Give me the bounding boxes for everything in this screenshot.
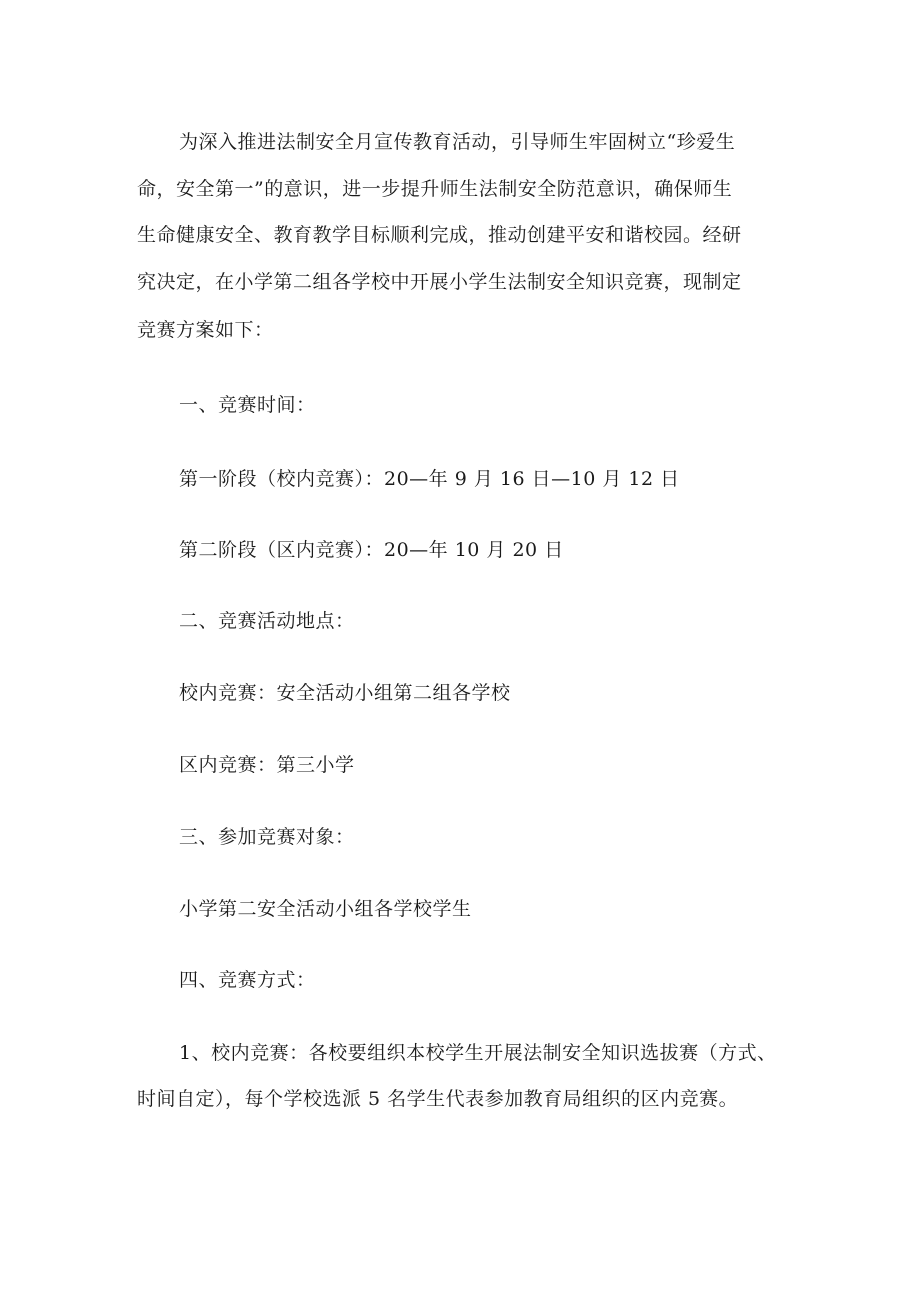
intro-line-2: 命，安全第一”的意识，进一步提升师生法制安全防范意识，确保师生 — [137, 178, 733, 200]
section-heading-format: 四、竞赛方式： — [179, 969, 316, 991]
intro-line-5: 竞赛方案如下： — [137, 319, 274, 341]
stage-1-time: 第一阶段（校内竞赛）：20—年 9 月 16 日—10 月 12 日 — [179, 468, 680, 490]
format-item-1-line-2: 时间自定），每个学校选派 5 名学生代表参加教育局组织的区内竞赛。 — [137, 1088, 739, 1110]
intro-line-4: 究决定，在小学第二组各学校中开展小学生法制安全知识竞赛，现制定 — [137, 271, 742, 293]
participants-text: 小学第二安全活动小组各学校学生 — [179, 898, 472, 920]
section-heading-participants: 三、参加竞赛对象： — [179, 826, 355, 848]
section-heading-time: 一、竞赛时间： — [179, 394, 316, 416]
intro-line-1: 为深入推进法制安全月宣传教育活动，引导师生牢固树立“珍爱生 — [179, 131, 736, 153]
intro-line-3: 生命健康安全、教育教学目标顺利完成，推动创建平安和谐校园。经研 — [137, 224, 742, 246]
format-item-1-line-1: 1、校内竞赛：各校要组织本校学生开展法制安全知识选拔赛（方式、 — [179, 1042, 777, 1064]
stage-2-time: 第二阶段（区内竞赛）：20—年 10 月 20 日 — [179, 539, 564, 561]
school-location: 校内竞赛：安全活动小组第二组各学校 — [179, 682, 511, 704]
district-location: 区内竞赛：第三小学 — [179, 754, 355, 776]
section-heading-location: 二、竞赛活动地点： — [179, 610, 355, 632]
